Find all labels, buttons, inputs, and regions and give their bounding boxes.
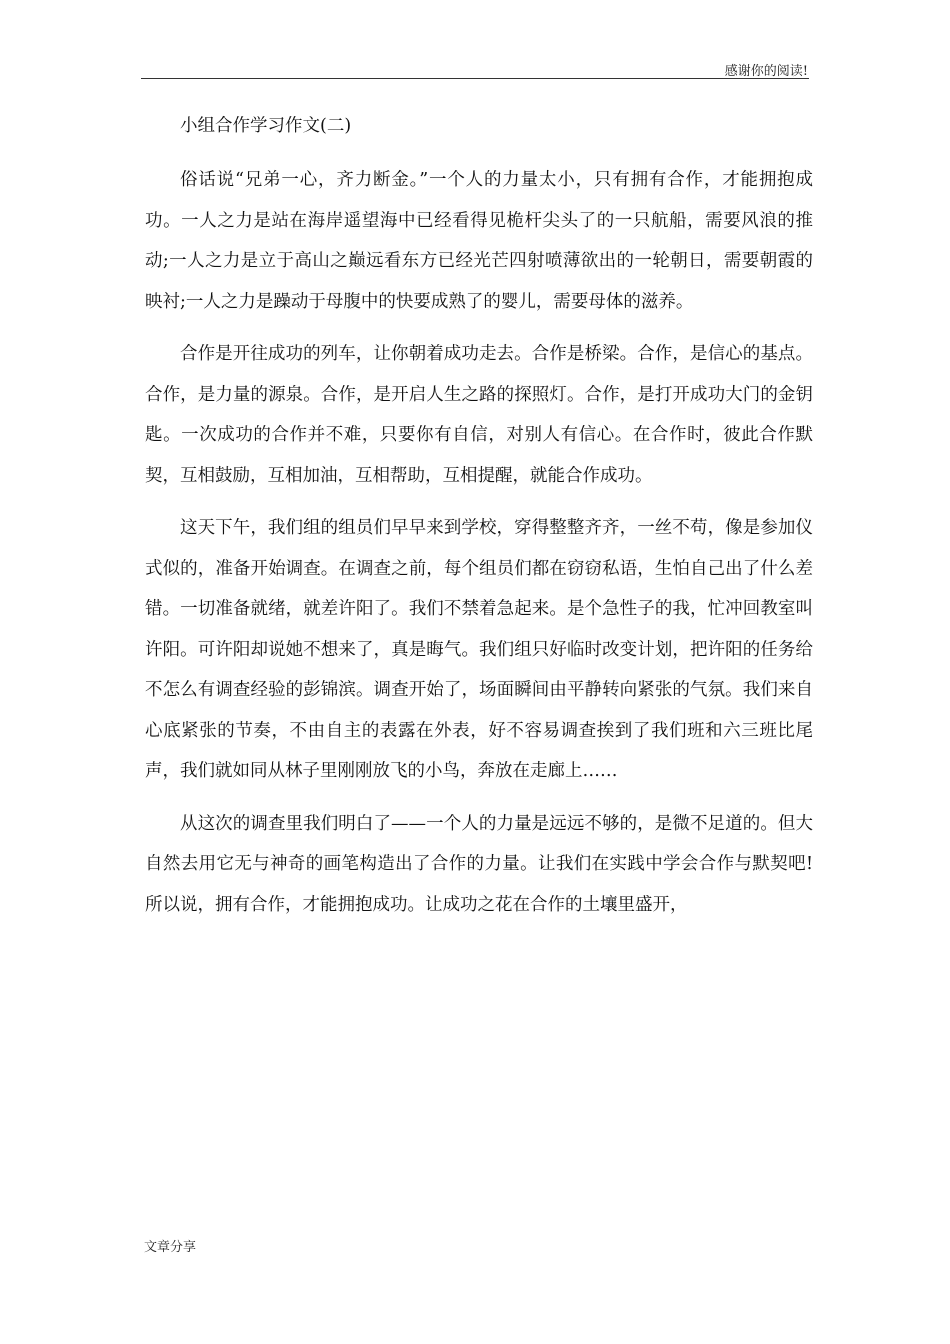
page-footer-text: 文章分享 — [144, 1240, 197, 1255]
paragraph-1: 俗话说“兄弟一心，齐力断金。”一个人的力量太小，只有拥有合作，才能拥抱成功。一人之力是站在海岸遥望海中已经看得见桅杆尖头了的一只航船，需要风浪的推动;一人之力是立于高山之巅远看东方已经光芒四射喷薄欲出的一轮朝日，需要朝霞的映衬;一人之力是躁动于母腹中的快要成熟了的婴儿，需要母体的滋养。 — [145, 170, 813, 312]
article-body — [145, 106, 813, 937]
header-divider — [141, 78, 809, 79]
page-header-text: 感谢你的阅读! — [724, 64, 808, 79]
article-title: 小组合作学习作文(二) — [180, 116, 352, 136]
paragraph-3: 这天下午，我们组的组员们早早来到学校，穿得整整齐齐，一丝不苟，像是参加仪式似的，准备开始调查。在调查之前，每个组员们都在窃窃私语，生怕自己出了什么差错。一切准备就绪，就差许阳了。我们不禁着急起来。是个急性子的我，忙冲回教室叫许阳。可许阳却说她不想来了，真是晦气。我们组只好临时改变计划，把许阳的任务给不怎么有调查经验的彭锦滨。调查开始了，场面瞬间由平静转向紧张的气氛。我们来自心底紧张的节奏，不由自主的表露在外表，好不容易调查挨到了我们班和六三班比尾声，我们就如同从林子里刚刚放飞的小鸟，奔放在走廊上…… — [145, 518, 813, 781]
paragraph-2: 合作是开往成功的列车，让你朝着成功走去。合作是桥梁。合作，是信心的基点。合作，是力量的源泉。合作，是开启人生之路的探照灯。合作，是打开成功大门的金钥匙。一次成功的合作并不难，只要你有自信，对别人有信心。在合作时，彼此合作默契，互相鼓励，互相加油，互相帮助，互相提醒，就能合作成功。 — [145, 344, 813, 486]
paragraph-4: 从这次的调查里我们明白了——一个人的力量是远远不够的，是微不足道的。但大自然去用它无与神奇的画笔构造出了合作的力量。让我们在实践中学会合作与默契吧!所以说，拥有合作，才能拥抱成功。让成功之花在合作的土壤里盛开， — [145, 813, 813, 915]
